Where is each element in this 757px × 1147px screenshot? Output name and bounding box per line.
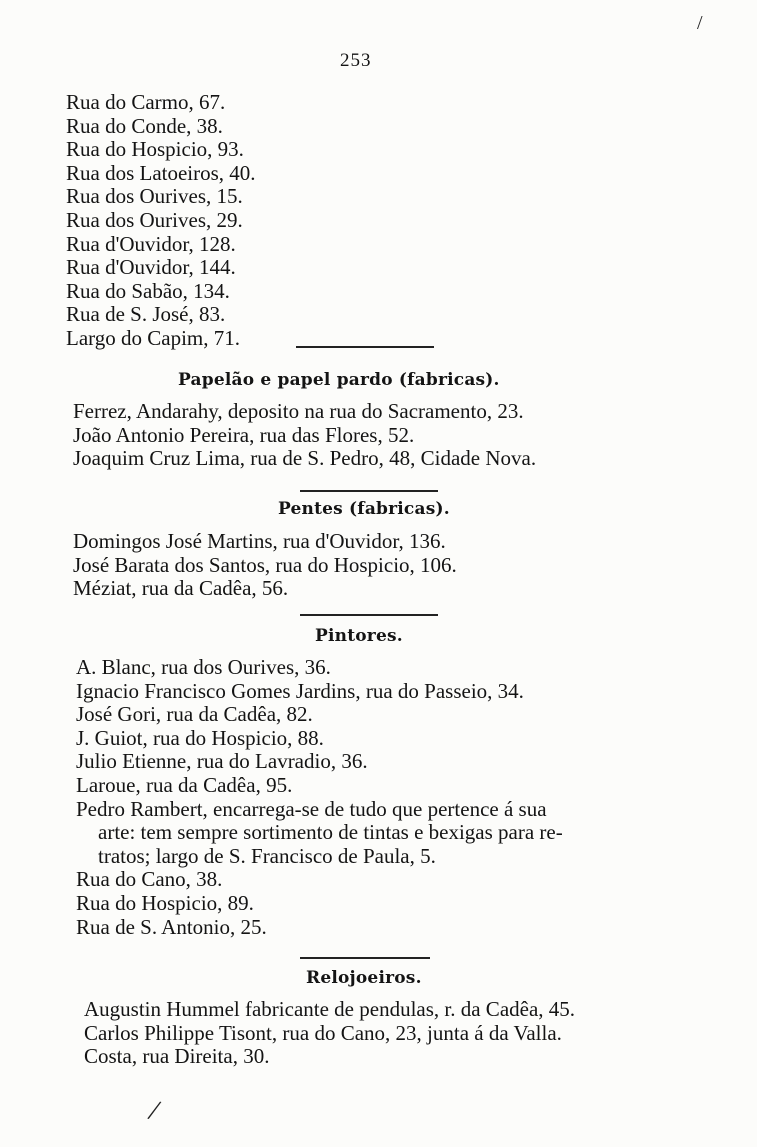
section-pentes-entries: [73, 530, 457, 601]
address-line: Rua d'Ouvidor, 128.: [66, 231, 236, 256]
directory-entry: Julio Etienne, rua do Lavradio, 36.: [76, 749, 368, 774]
corner-mark: /: [697, 12, 703, 34]
directory-entry: Costa, rua Direita, 30.: [84, 1044, 270, 1069]
directory-entry: Augustin Hummel fabricante de pendulas, r. da Cadêa, 45.: [84, 997, 576, 1021]
directory-entry: Rua do Hospicio, 89.: [76, 890, 254, 915]
address-line: Rua de S. José, 83.: [66, 302, 226, 327]
address-line: Rua do Sabão, 134.: [66, 278, 230, 303]
section-relojoeiros-entries: [84, 998, 575, 1069]
section-relojoeiros-heading: Relojoeiros.: [306, 968, 422, 988]
directory-entry: João Antonio Pereira, rua das Flores, 52.: [73, 422, 415, 447]
intro-end-rule: [296, 346, 434, 348]
directory-entry: Pedro Rambert, encarrega-se de tudo que pertence á sua: [76, 796, 547, 821]
directory-entry: Carlos Philippe Tisont, rua do Cano, 23, junta á da Valla.: [84, 1020, 562, 1045]
directory-entry: J. Guiot, rua do Hospicio, 88.: [76, 725, 324, 750]
directory-entry: José Gori, rua da Cadêa, 82.: [76, 702, 313, 727]
intro-list: [66, 91, 256, 351]
section-papelao-entries: [73, 400, 536, 471]
address-line: Rua do Conde, 38.: [66, 113, 223, 138]
section-papelao-heading: Papelão e papel pardo (fabricas).: [178, 370, 500, 390]
address-line: Rua dos Ourives, 29.: [66, 207, 243, 232]
page-number: 253: [340, 50, 372, 71]
directory-entry: A. Blanc, rua dos Ourives, 36.: [76, 655, 331, 679]
directory-entry: Ferrez, Andarahy, deposito na rua do Sacramento, 23.: [73, 399, 524, 423]
section-pintores-heading: Pintores.: [315, 626, 403, 646]
section-pentes-rule: [300, 614, 438, 616]
section-pintores-rule: [300, 957, 430, 959]
address-line: Rua dos Ourives, 15.: [66, 184, 243, 209]
directory-entry: Rua de S. Antonio, 25.: [76, 914, 267, 939]
directory-entry: Ignacio Francisco Gomes Jardins, rua do Passeio, 34.: [76, 678, 524, 703]
address-line: Rua dos Latoeiros, 40.: [66, 160, 256, 185]
address-line: Rua d'Ouvidor, 144.: [66, 255, 236, 280]
address-line: Largo do Capim, 71.: [66, 325, 241, 350]
section-papelao-rule: [300, 490, 438, 492]
address-line: Rua do Carmo, 67.: [66, 90, 226, 114]
directory-entry: Laroue, rua da Cadêa, 95.: [76, 772, 293, 797]
entry-continuation-line: arte: tem sempre sortimento de tintas e bexigas para re-: [98, 820, 563, 845]
directory-entry: Domingos José Martins, rua d'Ouvidor, 136.: [73, 529, 446, 553]
entry-continuation-line: tratos; largo de S. Francisco de Paula, 5.: [98, 843, 436, 868]
address-line: Rua do Hospicio, 93.: [66, 137, 244, 162]
directory-entry: Joaquim Cruz Lima, rua de S. Pedro, 48, Cidade Nova.: [73, 446, 537, 471]
section-pentes-heading: Pentes (fabricas).: [278, 499, 450, 519]
directory-entry: Rua do Cano, 38.: [76, 867, 223, 892]
directory-entry: Méziat, rua da Cadêa, 56.: [73, 576, 289, 601]
section-pintores-entries: [76, 656, 563, 939]
bottom-mark: /: [145, 1093, 164, 1128]
directory-entry: José Barata dos Santos, rua do Hospicio, 106.: [73, 552, 457, 577]
